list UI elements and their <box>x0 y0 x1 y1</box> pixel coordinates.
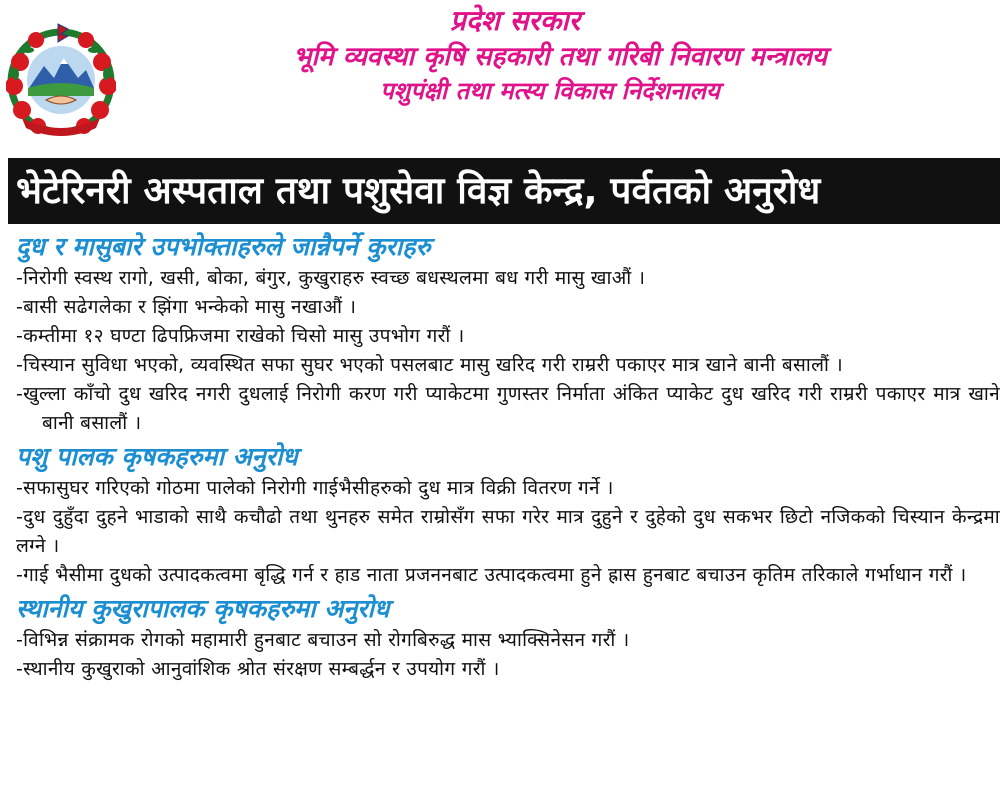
section-heading-poultry-farmers: स्थानीय कुखुरापालक कृषकहरुमा अनुरोध <box>16 594 390 623</box>
list-item: -दुध दुहुँदा दुहने भाडाको साथै कचौढो तथा थुनहरु समेत राम्रोसँग सफा गरेर मात्र दुहुने र दुहेको दुध सकभर छिटो नजिकको चिस्यान केन्द्रमा लग्ने । <box>16 506 1000 557</box>
request-banner: भेटेरिनरी अस्पताल तथा पशुसेवा विज्ञ केन्द्र, पर्वतको अनुरोध <box>8 158 1000 224</box>
list-item: -निरोगी स्वस्थ रागो, खसी, बोका, बंगुर, कुखुराहरु स्वच्छ बधस्थलमा बध गरी मासु खाऔं । <box>16 267 646 289</box>
notice-body <box>16 230 1000 684</box>
list-item: -विभिन्न संक्रामक रोगको महामारी हुनबाट बचाउन सो रोगबिरुद्ध मास भ्याक्सिनेसन गरौं । <box>16 629 630 651</box>
list-item: -खुल्ला काँचो दुध खरिद नगरी दुधलाई निरोगी करण गरी प्याकेटमा गुणस्तर निर्माता अंकित प्याकेट दुध खरिद गरी राम्ररी पकाएर मात्र खाने बानी बसालौं । <box>16 383 1000 434</box>
section-heading-livestock-farmers: पशु पालक कृषकहरुमा अनुरोध <box>16 442 298 471</box>
list-item: -बासी सढेगलेका र झिंगा भन्केको मासु नखाऔं । <box>16 296 357 318</box>
list-item: -सफासुघर गरिएको गोठमा पालेको निरोगी गाईभैसीहरुको दुध मात्र विक्री वितरण गर्ने । <box>16 477 614 499</box>
government-emblem <box>6 22 116 140</box>
nepal-government-emblem-icon <box>6 22 116 140</box>
header <box>130 4 990 106</box>
section-heading-milk-meat: दुध र मासुबारे उपभोक्ताहरुले जान्नैपर्ने कुराहरु <box>16 232 431 261</box>
list-item: -कम्तीमा १२ घण्टा ढिपफ्रिजमा राखेको चिसो मासु उपभोग गरौं । <box>16 325 465 347</box>
ministry-title: भूमि व्यवस्था कृषि सहकारी तथा गरिबी निवारण मन्त्रालय <box>293 41 827 72</box>
list-item: -चिस्यान सुविधा भएको, व्यवस्थित सफा सुघर भएको पसलबाट मासु खरिद गरी राम्ररी पकाएर मात्र खाने बानी बसालौं । <box>16 354 844 376</box>
list-item: -स्थानीय कुखुराको आनुवांशिक श्रोत संरक्षण सम्बर्द्धन र उपयोग गरौं । <box>16 658 500 680</box>
list-item: -गाई भैसीमा दुधको उत्पादकत्वमा बृद्धि गर्न र हाड नाता प्रजननबाट उत्पादकत्वमा हुने ह्रास हुनबाट बचाउन कृतिम तरिकाले गर्भाधान गरौं । <box>16 564 967 586</box>
directorate-title: पशुपंक्षी तथा मत्स्य विकास निर्देशनालय <box>380 76 720 105</box>
province-government-title: प्रदेश सरकार <box>449 4 581 37</box>
